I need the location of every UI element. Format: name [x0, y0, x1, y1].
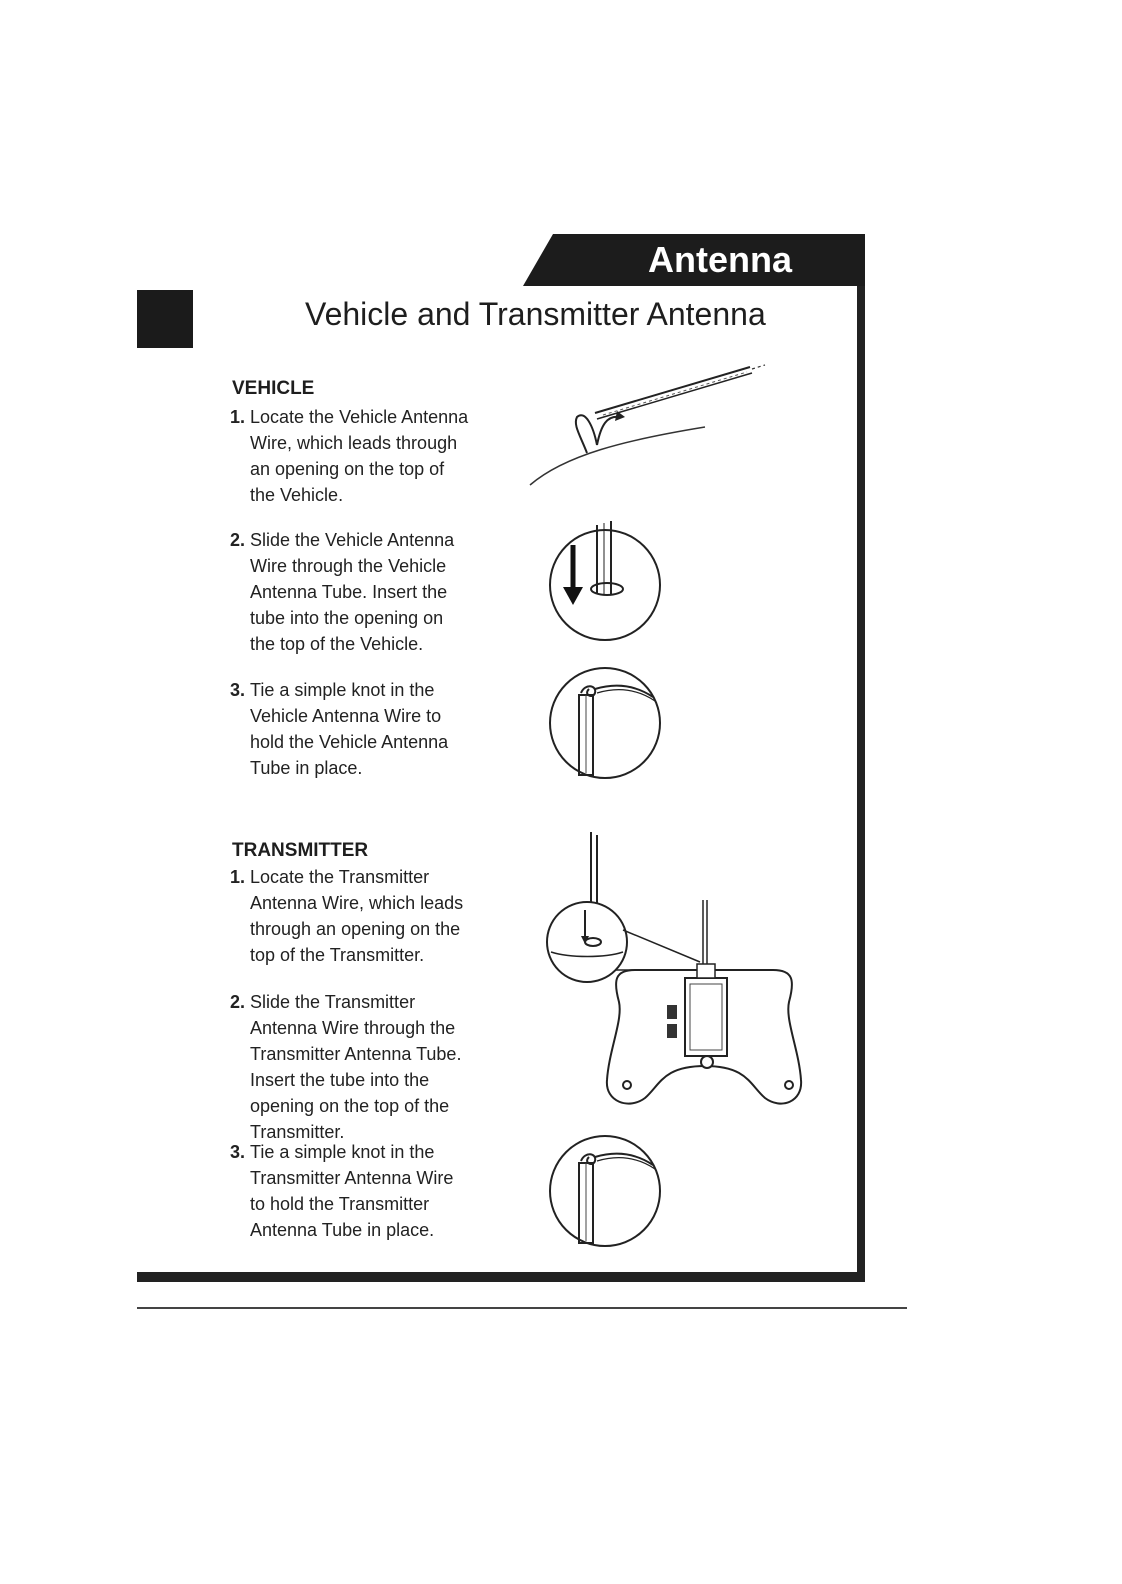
page-title: Vehicle and Transmitter Antenna — [305, 296, 766, 332]
transmitter-heading: TRANSMITTER — [232, 840, 369, 861]
knot-transmitter-icon — [545, 1133, 665, 1253]
step-number: 3. — [230, 1142, 246, 1162]
transmitter-step-2 — [230, 989, 470, 1145]
step-text: Tie a simple knot in the Vehicle Antenna Wire to hold the Vehicle Antenna Tube in place. — [250, 680, 449, 778]
antenna-wire-icon — [525, 355, 785, 490]
vehicle-heading: VEHICLE — [232, 378, 315, 399]
right-border-rule — [857, 285, 865, 1280]
vehicle-step-1 — [230, 404, 470, 508]
section-marker-block — [137, 290, 193, 348]
transmitter-step-3 — [230, 1139, 470, 1243]
vehicle-step-2 — [230, 527, 470, 657]
page-edge-line — [137, 1307, 907, 1309]
step-number: 2. — [230, 530, 246, 550]
bottom-border-rule — [137, 1272, 865, 1282]
step-text: Locate the Transmitter Antenna Wire, which leads through an opening on the top of the Transmitter. — [250, 867, 464, 965]
transmitter-step-1 — [230, 864, 470, 968]
step-text: Slide the Vehicle Antenna Wire through the Vehicle Antenna Tube. Insert the tube into the opening on the top of the Vehicle. — [250, 530, 455, 654]
knot-icon — [545, 665, 665, 785]
step-text: Tie a simple knot in the Transmitter Antenna Wire to hold the Transmitter Antenna Tube in place. — [250, 1142, 454, 1240]
transmitter-icon — [545, 830, 820, 1115]
step-number: 3. — [230, 680, 246, 700]
step-number: 1. — [230, 867, 246, 887]
vehicle-step-3 — [230, 677, 470, 781]
step-text: Slide the Transmitter Antenna Wire through the Transmitter Antenna Tube. Insert the tube into the opening on the top of the Transmitter. — [250, 992, 462, 1142]
step-number: 1. — [230, 407, 246, 427]
insert-tube-icon — [545, 515, 665, 655]
banner-label: Antenna — [648, 239, 792, 280]
step-number: 2. — [230, 992, 246, 1012]
step-text: Locate the Vehicle Antenna Wire, which leads through an opening on the top of the Vehicle. — [250, 407, 469, 505]
